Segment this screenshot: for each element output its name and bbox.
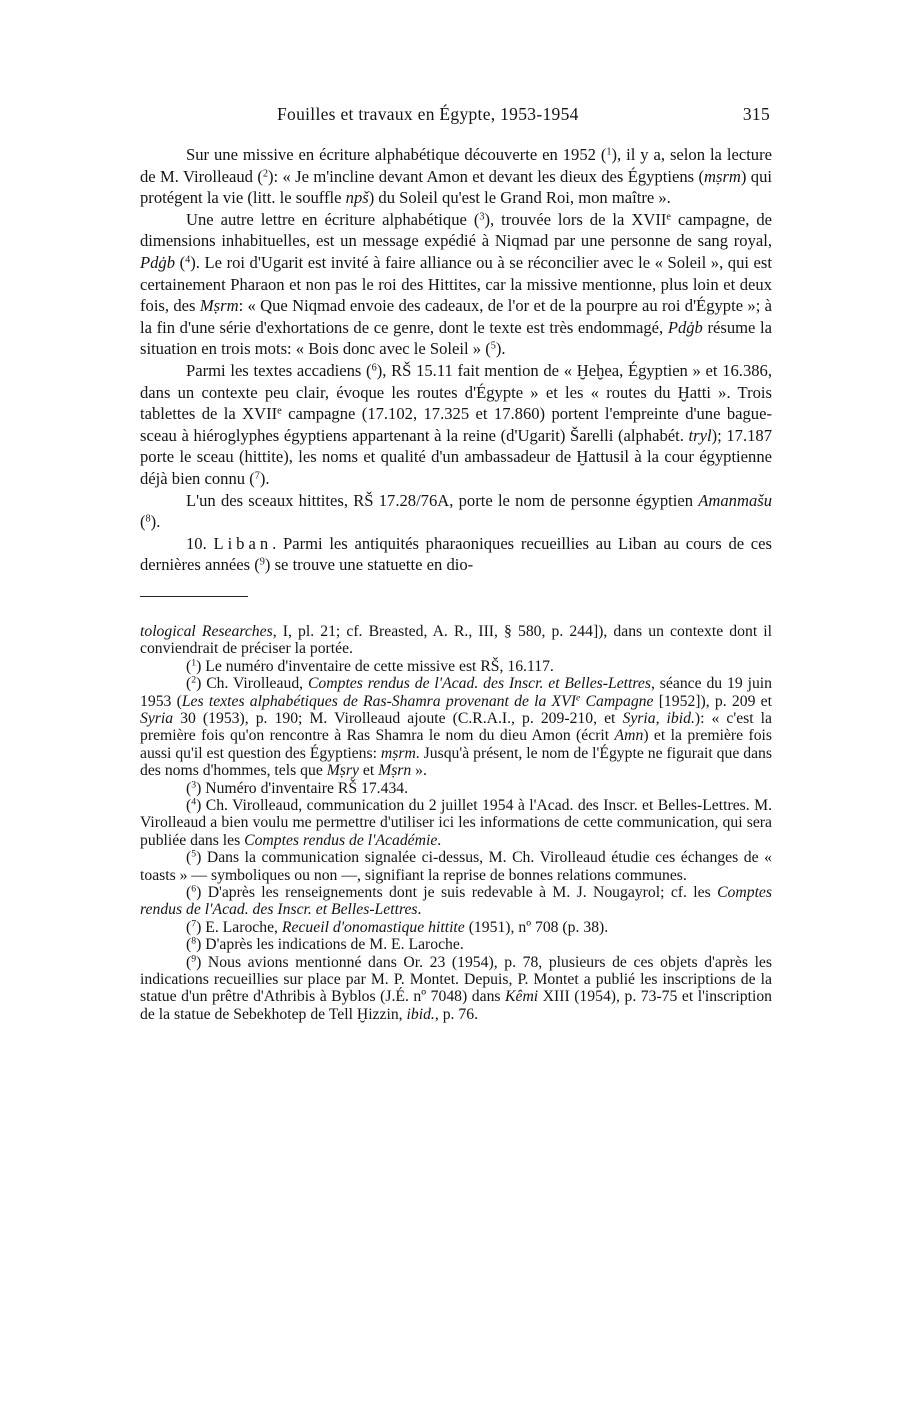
footnote: ($^1$) Le numéro d'inventaire de cette missive est RŠ, 16.117. bbox=[186, 657, 554, 675]
main-text bbox=[140, 144, 772, 576]
footnote-ref[interactable]: 9 bbox=[259, 556, 265, 568]
footnote-ref[interactable]: 6 bbox=[371, 362, 377, 374]
text-run: . bbox=[437, 831, 442, 849]
section-number: 10. bbox=[186, 533, 214, 553]
footnotes bbox=[140, 623, 772, 1023]
footnote: ($^3$) Numéro d'inventaire RŠ 17.434. bbox=[186, 779, 409, 797]
text-run: ): « c'est la première fois qu'on rencontre à Ras Shamra le nom du dieu Amon (écrit bbox=[140, 709, 772, 745]
section-heading: Liban bbox=[213, 533, 273, 553]
italic-text: Amanmašu bbox=[698, 490, 772, 510]
paragraph bbox=[140, 533, 772, 576]
text-run: et bbox=[358, 762, 379, 780]
text-run: . Jusqu'à présent, le nom de l'Égypte ne figurait que dans des noms d'hommes, tels que bbox=[140, 744, 772, 780]
text-run: ( bbox=[175, 252, 186, 272]
text-run: [1952]), p. 209 et bbox=[653, 692, 772, 710]
italic-text: mṣrm bbox=[704, 166, 741, 186]
text-run: Campagne bbox=[580, 692, 654, 710]
text-run: ). bbox=[150, 512, 161, 532]
footnote: ($^5$) Dans la communication signalée ci-dessus, M. Ch. Virolleaud étudie ces échanges de « toasts » — symboliques ou non —, signifiant la reprise de bonnes relations communes. bbox=[140, 848, 772, 884]
footnote: ($^6$) D'après les renseignements dont je suis redevable à M. J. Nougayrol; cf. les Comptes rendus de l'Acad. des Inscr. et Belles-Lettres. bbox=[140, 883, 772, 919]
text-run: D'après les indications de M. E. Laroche. bbox=[201, 936, 464, 954]
footnote: ($^7$) E. Laroche, Recueil d'onomastique hittite (1951), nº 708 (p. 38). bbox=[186, 918, 609, 936]
running-head bbox=[140, 100, 772, 130]
text-run: Numéro d'inventaire RŠ 17.434. bbox=[201, 779, 409, 797]
italic-text: Syria, ibid. bbox=[622, 709, 695, 727]
superscript: 6 bbox=[191, 883, 197, 895]
superscript: 8 bbox=[191, 935, 197, 947]
paragraph bbox=[140, 209, 772, 360]
text-run: E. Laroche, bbox=[201, 918, 282, 936]
italic-text: tological Researches bbox=[140, 622, 273, 640]
text-run: ». bbox=[411, 762, 427, 780]
text-run: : « Que Niqmad envoie des cadeaux, de l'or et de la pourpre au roi d'Égypte »; à la fin d'une série d'exhortations de ce genre, dont le texte est très endommagé, bbox=[140, 296, 772, 337]
text-run: Une autre lettre en écriture alphabétique ( bbox=[186, 209, 480, 229]
text-run: campagne (17.102, 17.325 et 17.860) portent l'empreinte d'une bague-sceau à hiéroglyphes égyptiens appartenant à la reine (d'Ugarit) Šarelli (alphabét. bbox=[140, 404, 772, 445]
superscript: 1 bbox=[191, 657, 197, 669]
italic-text: ibid. bbox=[406, 1005, 435, 1023]
text-run: . Parmi les antiquités pharaoniques recueillies au Liban au cours de ces dernières années ( bbox=[140, 533, 772, 575]
footnote: ($^9$) Nous avions mentionné dans Or. 23 (1954), p. 78, plusieurs de ces objets d'après les indications recueillies sur place par M. P. Montet. Depuis, P. Montet a publié les inscriptions de la statue d'un prêtre d'Athribis à Byblos (J.É. nº 7048) dans Kêmi XIII (1954), p. 73-75 et l'inscription de la statue de Sebekhotep de Tell Ḫizzin, ibid., p. 76. bbox=[140, 953, 773, 1023]
text-run: ); 17.187 porte le sceau (hittite), les noms et qualité d'un ambassadeur de Ḫattusil à la cour égyptienne déjà bien connu ( bbox=[140, 425, 772, 488]
text-run: Sur une missive en écriture alphabétique découverte en 1952 ( bbox=[186, 145, 607, 164]
footnote: ($^2$) Ch. Virolleaud, Comptes rendus de l'Acad. des Inscr. et Belles-Lettres, séance du 19 juin 1953 (Les textes alphabétiques de Ras-Shamra provenant de la XVIe Campagne [1952]), p. 209 et Syria 30 (1953), p. 190; M. Virolleaud ajoute (C.R.A.I., p. 209-210, et Syria, ibid.): « c'est la première fois qu'on rencontre à Ras Shamra le nom du dieu Amon (écrit Amn) et la première fois aussi qu'il est question des Égyptiens: mṣrm. Jusqu'à présent, le nom de l'Égypte ne figurait que dans des noms d'hommes, tels que Mṣry et Mṣrn ». bbox=[140, 674, 773, 780]
italic-text: Pdġb bbox=[140, 252, 176, 272]
text-run: XIII (1954), p. 73-75 et l'inscription de la statue de Sebekhotep de Tell Ḫizzin, bbox=[140, 988, 773, 1023]
footnote-continuation bbox=[140, 623, 772, 658]
superscript: 4 bbox=[191, 796, 197, 808]
text-run: ) se trouve une statuette en dio- bbox=[264, 555, 474, 575]
text-run: L'un des sceaux hittites, RŠ 17.28/76A, porte le nom de personne égyptien bbox=[186, 490, 699, 510]
footnote-ref[interactable]: 5 bbox=[490, 340, 496, 352]
italic-text: Mṣry bbox=[326, 762, 359, 780]
text-run: Le numéro d'inventaire de cette missive est RŠ, 16.117. bbox=[201, 657, 554, 675]
text-run: Les textes alphabétiques de Ras-Shamra provenant de la XVI bbox=[181, 692, 576, 710]
text-run: ): « Je m'incline devant Amon et devant les dieux des Égyptiens ( bbox=[268, 166, 705, 186]
italic-text: Pdġb bbox=[667, 317, 703, 337]
superscript: 2 bbox=[191, 674, 197, 686]
text-run: ), trouvée lors de la XVII bbox=[484, 209, 667, 229]
italic-text: Amn bbox=[614, 727, 644, 745]
superscript: e bbox=[277, 405, 282, 417]
italic-text: Syria bbox=[140, 709, 174, 727]
footnote-ref[interactable]: 7 bbox=[254, 470, 260, 482]
text-run: ). bbox=[495, 339, 506, 359]
text-run: ) du Soleil qu'est le Grand Roi, mon maître ». bbox=[368, 188, 671, 208]
footnote-ref[interactable]: 1 bbox=[606, 146, 612, 158]
footnote: ($^8$) D'après les indications de M. E. Laroche. bbox=[186, 935, 464, 954]
text-run: ). bbox=[259, 468, 270, 488]
text-run: ( bbox=[140, 512, 146, 532]
text-run: ) qui protégent la vie (litt. le souffle bbox=[140, 166, 773, 208]
italic-text: mṣrm bbox=[380, 744, 416, 762]
paragraph bbox=[140, 144, 772, 209]
italic-text: Comptes rendus de l'Acad. des Inscr. et Belles-Lettres bbox=[307, 675, 651, 693]
italic-text: Comptes rendus de l'Acad. des Inscr. et Belles-Lettres bbox=[140, 883, 772, 919]
text-run: campagne, de dimensions inhabituelles, est un message expédié à Niqmad par une personne de sang royal, bbox=[140, 209, 772, 251]
text-run: , I, pl. 21; cf. Breasted, A. R., III, § 580, p. 244]), dans un contexte dont il conviendrait de préciser la portée. bbox=[140, 622, 772, 658]
text-run: D'après les renseignements dont je suis redevable à M. J. Nougayrol; cf. les bbox=[201, 883, 718, 901]
text-run: . bbox=[417, 901, 422, 919]
superscript: 3 bbox=[191, 779, 197, 791]
journal-page bbox=[140, 100, 772, 1023]
footnote-ref[interactable]: 2 bbox=[262, 167, 268, 179]
text-run: ), RŠ 15.11 fait mention de « Ḫeḫea, Égyptien » et 16.386, dans un contexte peu clair, évoque les routes d'Égypte » et les « routes du Ḫatti ». Trois tablettes de la XVII bbox=[140, 360, 772, 424]
text-run: , p. 76. bbox=[434, 1005, 478, 1023]
text-run: ) et la première fois aussi qu'il est question des Égyptiens: bbox=[140, 727, 773, 762]
footnote-ref[interactable]: 4 bbox=[185, 254, 191, 266]
text-run: ). Le roi d'Ugarit est invité à faire alliance ou à se réconcilier avec le « Soleil », qui est certainement Pharaon et non pas le roi des Hittites, car la missive mentionne, plus loin et deux fois, des bbox=[140, 252, 772, 316]
superscript: 5 bbox=[191, 848, 197, 860]
paragraph bbox=[140, 490, 772, 533]
italic-text: Mṣrm bbox=[199, 296, 239, 316]
text-run: 30 (1953), p. 190; M. Virolleaud ajoute (C.R.A.I., p. 209-210, et bbox=[173, 709, 623, 727]
text-run: résume la situation en trois mots: « Bois donc avec le Soleil » ( bbox=[140, 317, 772, 359]
running-title: Fouilles et travaux en Égypte, 1953-1954 bbox=[277, 104, 579, 124]
superscript: e bbox=[666, 211, 671, 223]
text-run: (1951), nº 708 (p. 38). bbox=[464, 918, 609, 936]
italic-text: Recueil d'onomastique hittite bbox=[281, 918, 465, 936]
footnote-ref[interactable]: 3 bbox=[479, 211, 485, 223]
superscript: e bbox=[575, 692, 581, 704]
footnote: ($^4$) Ch. Virolleaud, communication du 2 juillet 1954 à l'Acad. des Inscr. et Belles-Lettres. M. Virolleaud a bien voulu me permettre d'utiliser ici les informations de cette communication, qui sera publiée dans les Comptes rendus de l'Académie. bbox=[140, 796, 772, 849]
text-run: Ch. Virolleaud, bbox=[201, 675, 308, 693]
text-run: Nous avions mentionné dans Or. 23 (1954), p. 78, plusieurs de ces objets d'après les indications recueillies sur place par M. P. Montet. Depuis, P. Montet a publié les inscriptions de la statue d'un prêtre d'Athribis à Byblos (J.É. nº 7048) dans bbox=[140, 953, 772, 1006]
text-run: , séance du 19 juin 1953 ( bbox=[140, 675, 772, 710]
superscript: 7 bbox=[191, 918, 197, 930]
italic-text: Mṣrn bbox=[378, 762, 412, 780]
paragraph bbox=[140, 360, 772, 490]
text-run: Dans la communication signalée ci-dessus, M. Ch. Virolleaud étudie ces échanges de « toasts » — symboliques ou non —, signifiant la reprise de bonnes relations communes. bbox=[140, 849, 772, 884]
text-run: Parmi les textes accadiens ( bbox=[186, 360, 372, 380]
italic-text: npš bbox=[345, 188, 369, 208]
italic-text: Comptes rendus de l'Académie bbox=[244, 831, 438, 849]
italic-text: tryl bbox=[688, 425, 712, 445]
text-run: ), il y a, selon la lecture de M. Virolleaud ( bbox=[140, 145, 772, 186]
page-number: 315 bbox=[742, 104, 770, 124]
italic-text: Kêmi bbox=[505, 988, 539, 1006]
footnote-separator bbox=[140, 596, 248, 597]
footnote-ref[interactable]: 8 bbox=[145, 513, 151, 525]
superscript: 9 bbox=[191, 953, 197, 965]
text-run: Ch. Virolleaud, communication du 2 juillet 1954 à l'Acad. des Inscr. et Belles-Lettres. M. Virolleaud a bien voulu me permettre d'utiliser ici les informations de cette communication, qui sera publiée dans les bbox=[140, 796, 772, 849]
